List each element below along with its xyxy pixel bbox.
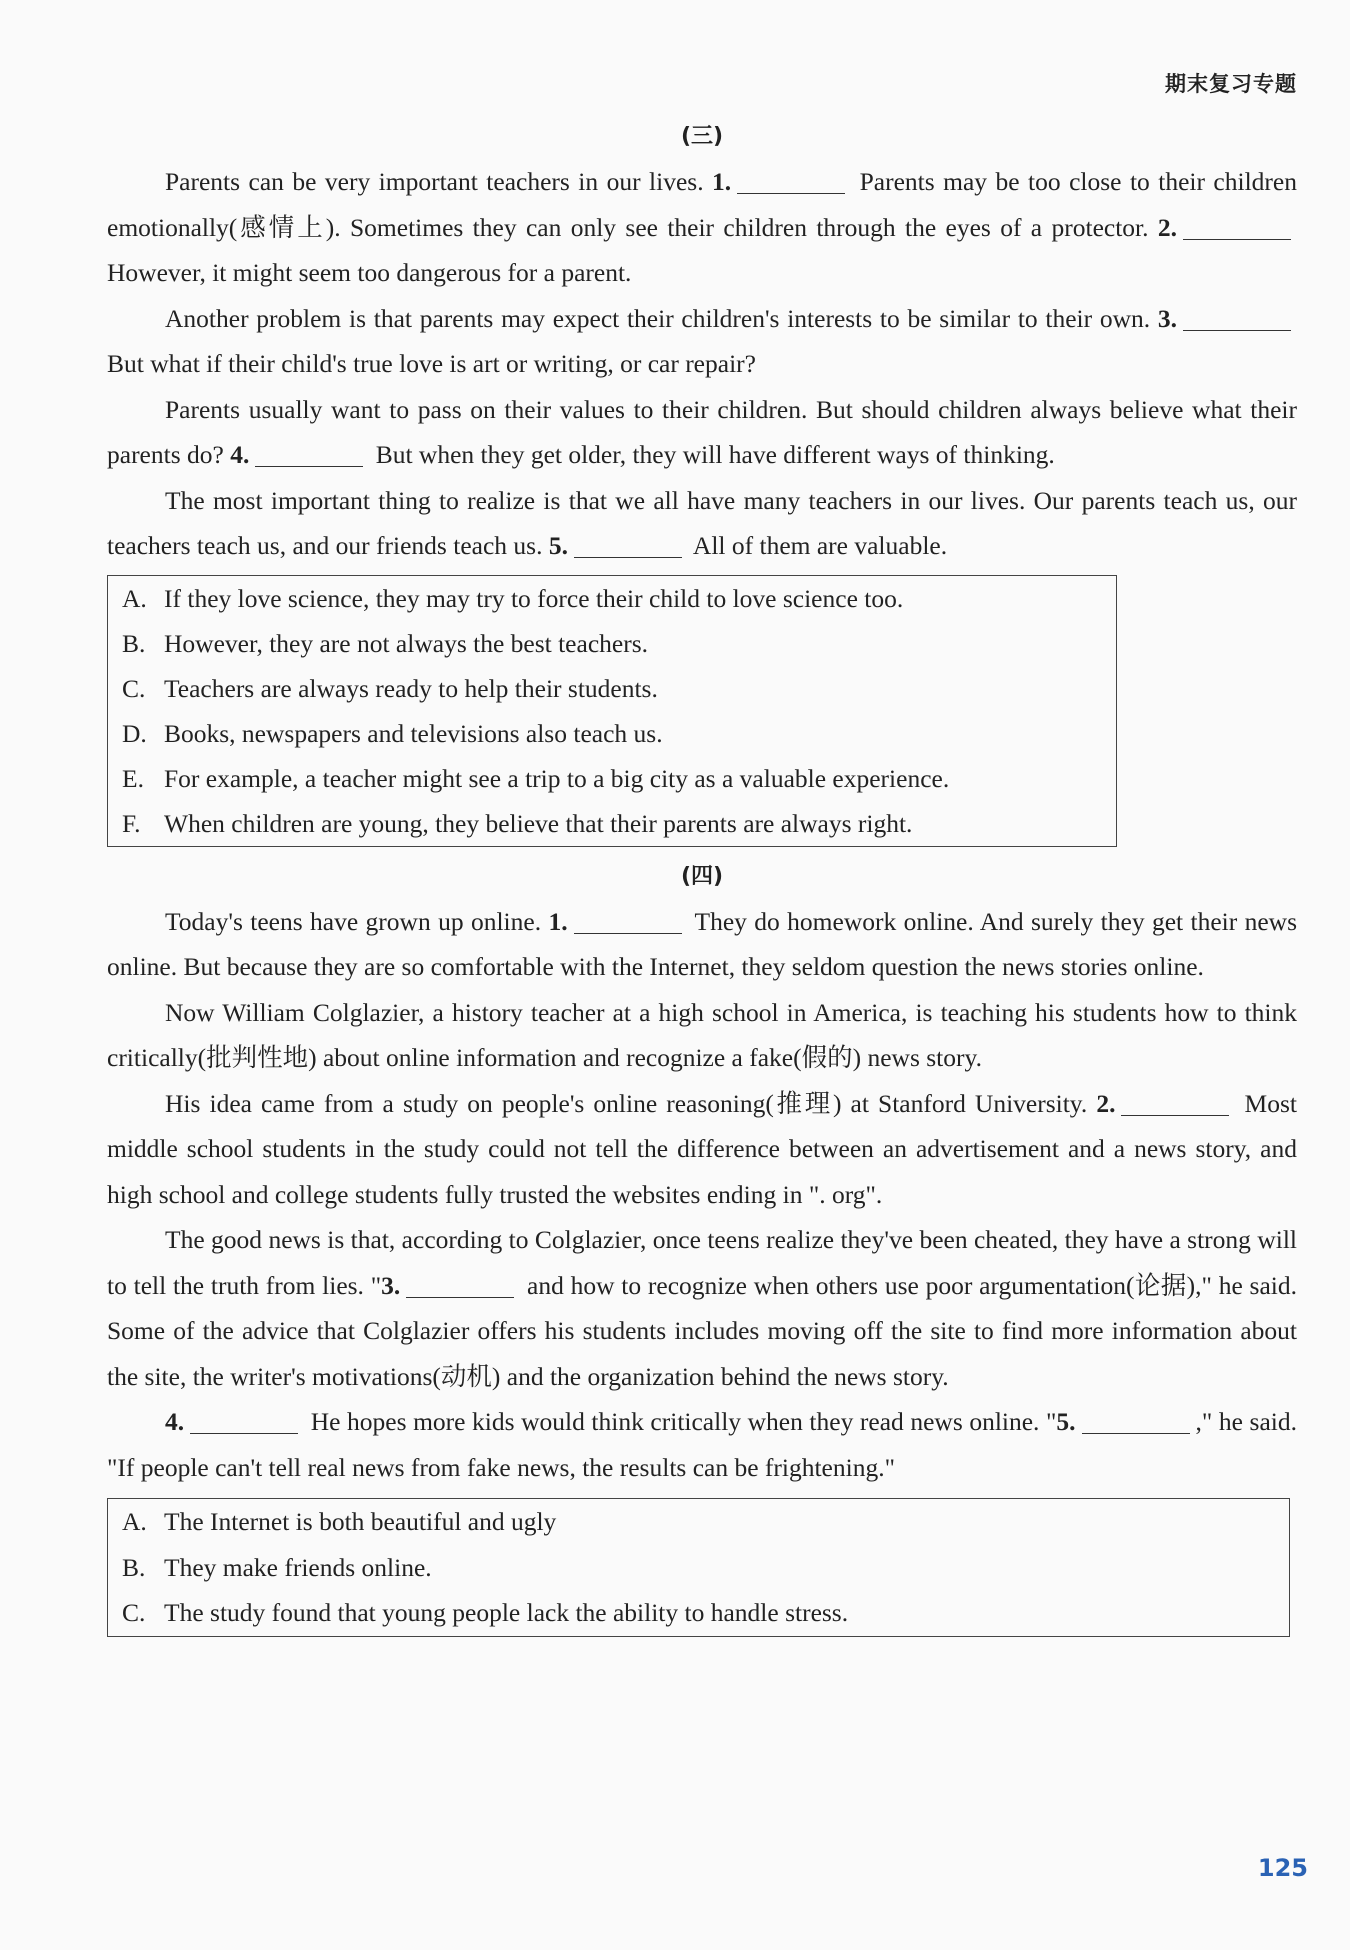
- paragraph: Parents usually want to pass on their values to their children. But should children always believe what their parents do? 4. But when they get older, they will have different ways of thinking.: [107, 394, 1297, 469]
- answer-blank[interactable]: [1183, 329, 1291, 331]
- option-item: E. For example, a teacher might see a trip to a big city as a valuable experience.: [122, 763, 950, 793]
- paragraph: Parents can be very important teachers in our lives. 1. Parents may be too close to their children emotionally(感情上). Sometimes they can only see their children through the eyes of a protector. 2. However, it might seem too dangerous for a parent.: [107, 167, 1297, 287]
- option-item: D. Books, newspapers and televisions also teach us.: [122, 718, 663, 748]
- option-item: C. The study found that young people lack the ability to handle stress.: [122, 1598, 849, 1627]
- question-number: 2.: [1096, 1088, 1116, 1118]
- content: [107, 115, 1297, 1645]
- option-item: B. However, they are not always the best teachers.: [122, 628, 648, 658]
- answer-blank[interactable]: [1121, 1114, 1229, 1116]
- answer-blank[interactable]: [406, 1296, 514, 1298]
- paragraph: Today's teens have grown up online. 1. They do homework online. And surely they get their news online. But because they are so comfortable with the Internet, they seldom question the news stories online.: [107, 906, 1298, 981]
- answer-blank[interactable]: [574, 932, 682, 934]
- question-number: 1.: [548, 906, 568, 936]
- options-box: [107, 575, 1117, 847]
- answer-blank[interactable]: [1082, 1432, 1190, 1434]
- option-item: C. Teachers are always ready to help their students.: [122, 673, 658, 703]
- option-item: A. The Internet is both beautiful and ugly: [122, 1507, 557, 1536]
- option-item: A. If they love science, they may try to force their child to love science too.: [122, 583, 904, 613]
- header-title: 期末复习专题: [1165, 72, 1297, 96]
- option-item: F. When children are young, they believe that their parents are always right.: [122, 808, 913, 838]
- question-number: 5.: [1056, 1407, 1076, 1436]
- answer-blank[interactable]: [190, 1432, 298, 1434]
- question-number: 1.: [712, 167, 732, 196]
- paragraph: 4. He hopes more kids would think critically when they read news online. "5. ," he said. "If people can't tell real news from fake news, the results can be frightening.": [107, 1407, 1297, 1482]
- paragraph: His idea came from a study on people's online reasoning(推理) at Stanford University. 2. Most middle school students in the study could not tell the difference between an advertisement and a news story, and high school and college students fully trusted the websites ending in ". org".: [107, 1088, 1297, 1209]
- options-box: [107, 1498, 1290, 1637]
- paragraph: Now William Colglazier, a history teacher at a high school in America, is teaching his students how to think critically(批判性地) about online information and recognize a fake(假的) news story.: [107, 997, 1297, 1072]
- option-item: B. They make friends online.: [122, 1552, 432, 1582]
- question-number: 3.: [381, 1270, 401, 1300]
- section-title: (三): [680, 124, 724, 149]
- paragraph: The most important thing to realize is that we all have many teachers in our lives. Our parents teach us, our teachers teach us, and our friends teach us. 5. All of them are valuable.: [107, 485, 1297, 560]
- answer-blank[interactable]: [737, 192, 845, 194]
- answer-blank[interactable]: [255, 465, 363, 467]
- paragraph: Another problem is that parents may expect their children's interests to be similar to their own. 3. But what if their child's true love is art or writing, or car repair?: [107, 296, 1297, 387]
- answer-blank[interactable]: [574, 556, 682, 558]
- answer-blank[interactable]: [1183, 238, 1291, 240]
- question-number: 4.: [230, 440, 250, 469]
- question-number: 5.: [548, 531, 568, 560]
- section-title: (四): [680, 863, 724, 889]
- question-number: 2.: [1157, 212, 1177, 242]
- question-number: 4.: [165, 1407, 185, 1436]
- question-number: 3.: [1157, 303, 1177, 333]
- page-number: 125: [1257, 1854, 1308, 1882]
- paragraph: The good news is that, according to Colglazier, once teens realize they've been cheated, they have a strong will to tell the truth from lies. "3. and how to recognize when others use poor argumentation(论据)," he said. Some of the advice that Colglazier offers his students includes moving off the site to find more information about the site, the writer's motivations(动机) and the organization behind the news story.: [107, 1225, 1297, 1391]
